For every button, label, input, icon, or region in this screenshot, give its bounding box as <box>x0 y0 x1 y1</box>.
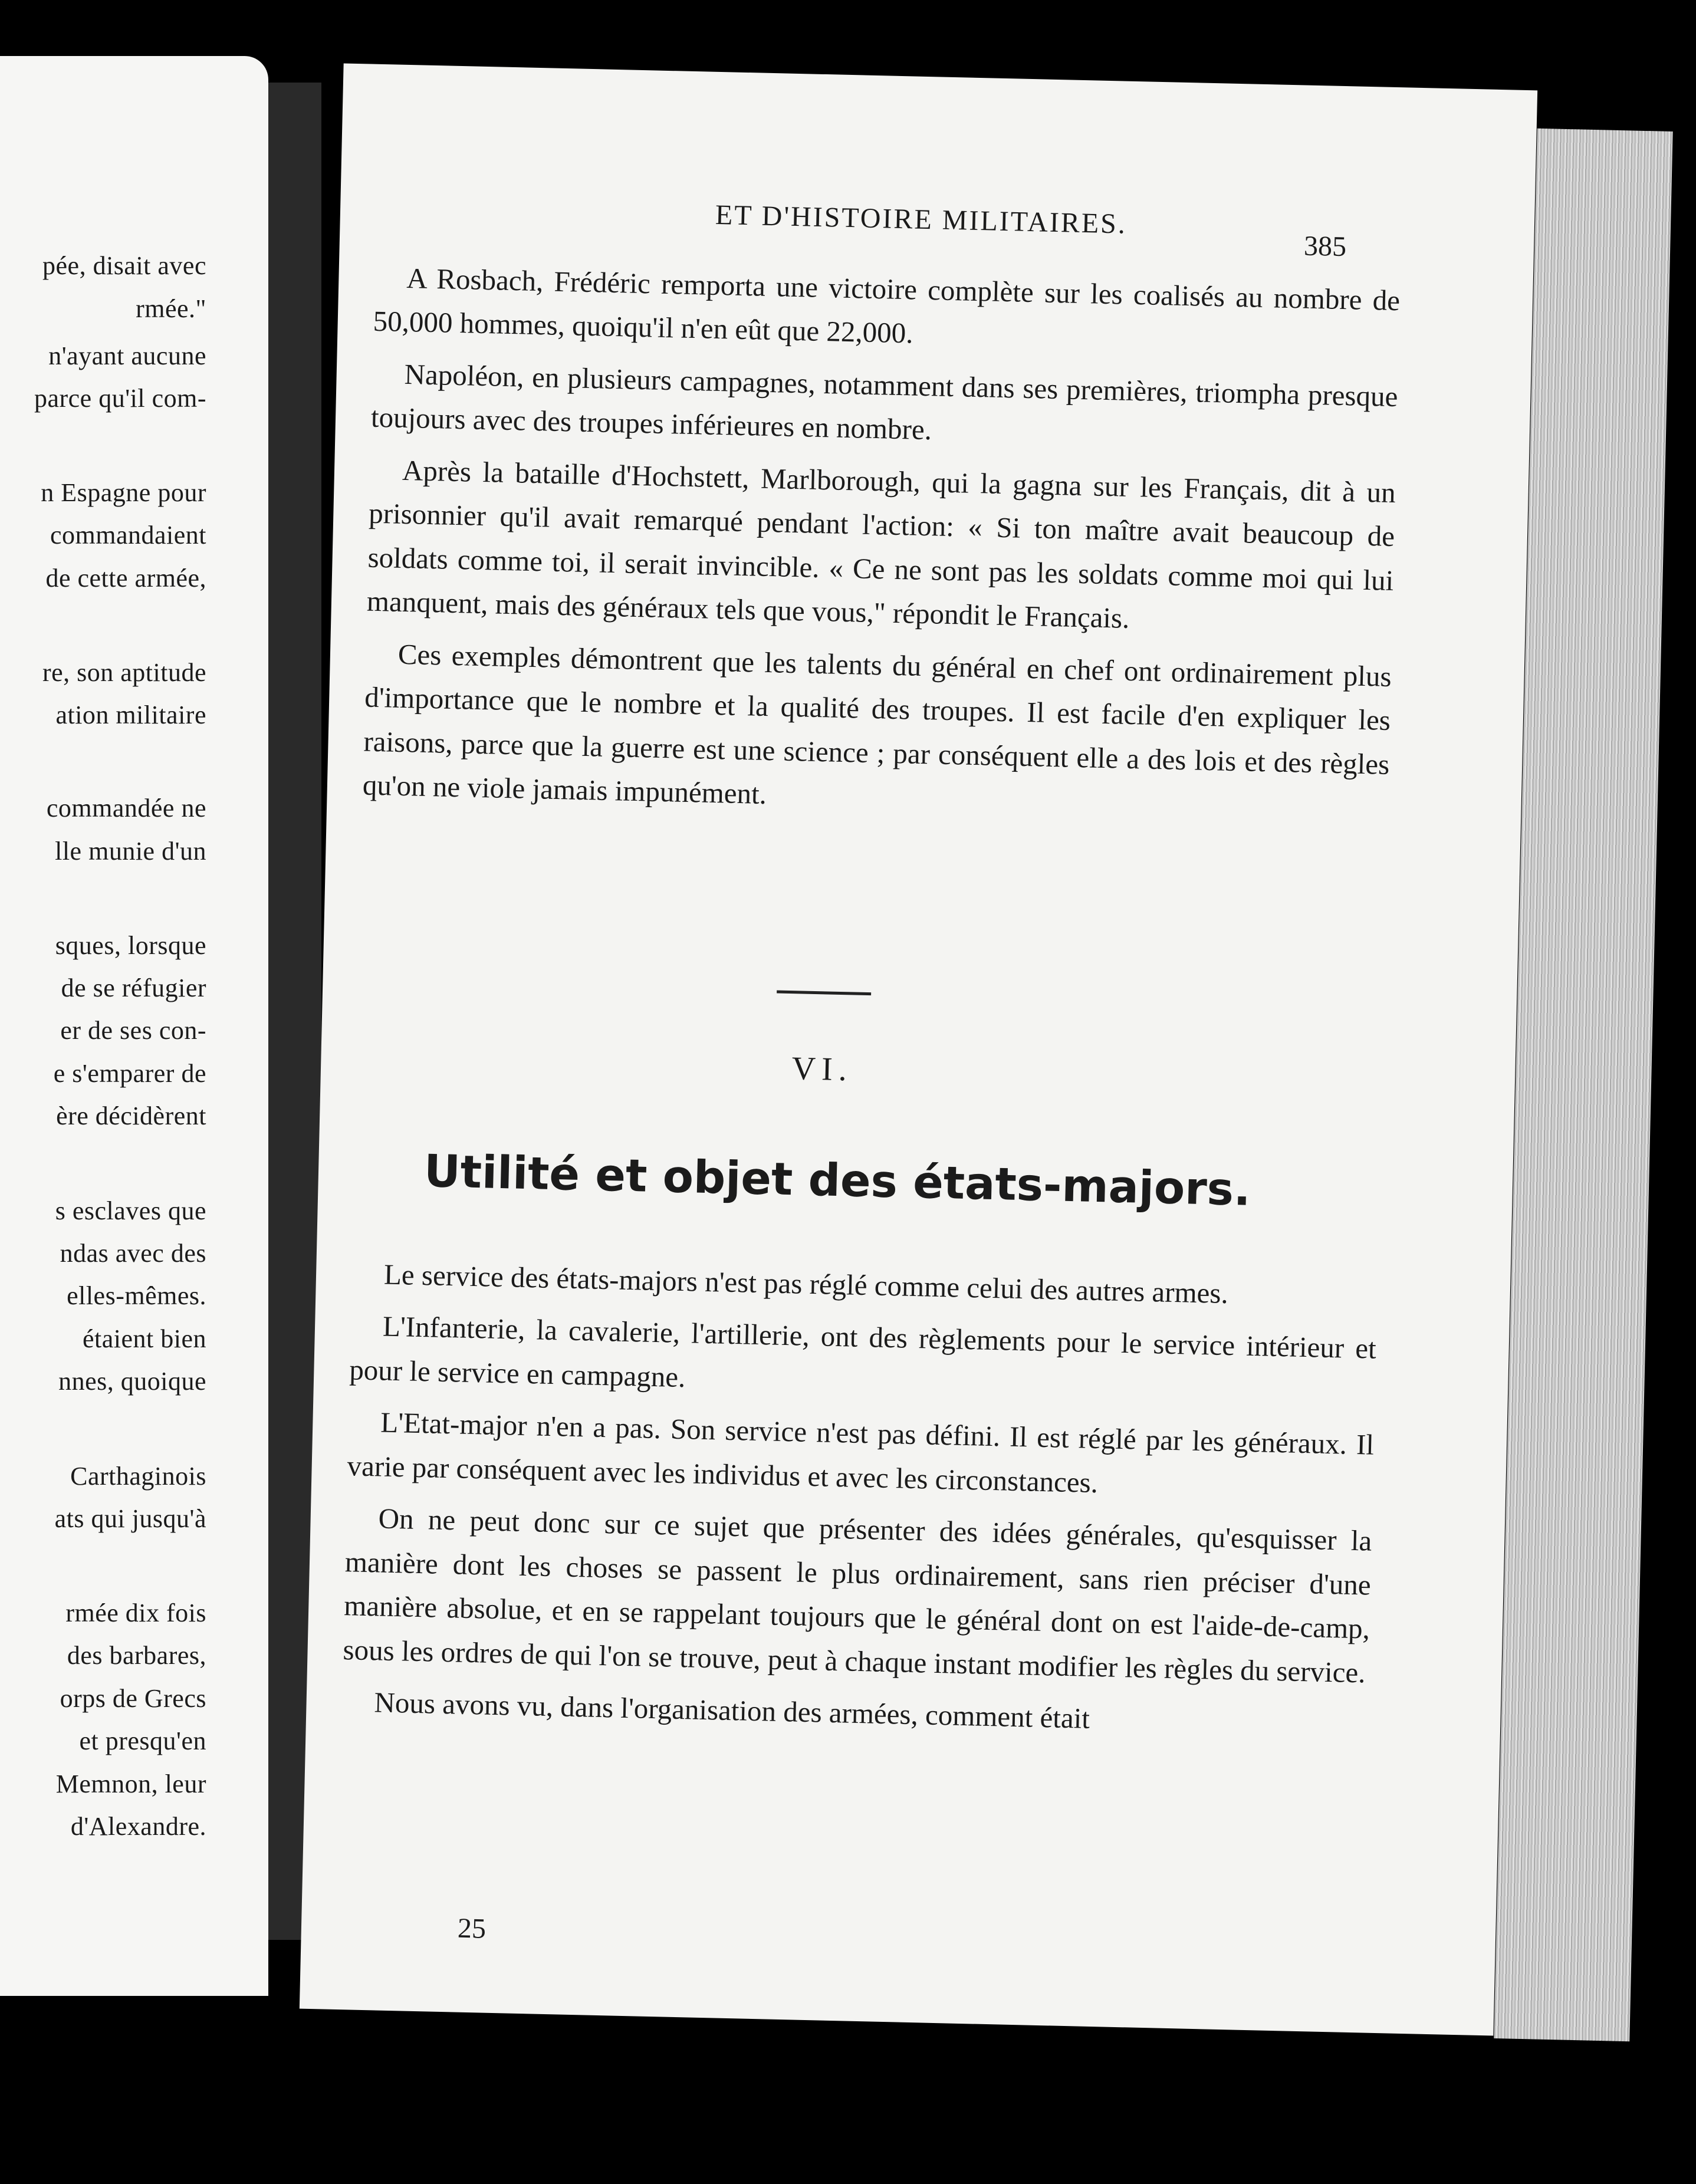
left-page-line: parce qu'il com- <box>34 384 206 413</box>
paragraph: L'Etat-major n'en a pas. Son service n'est pas défini. Il est réglé par les généraux. Il varie par conséquent avec les individus et avec les circonstances. <box>347 1406 1375 1499</box>
signature-mark: 25 <box>457 1912 487 1945</box>
left-page-line: s esclaves que <box>55 1196 206 1225</box>
paragraph: Ces exemples démontrent que les talents du général en chef ont ordinairement plus d'importance que le nombre et la qualité des troupes. Il est facile d'en expliquer les raisons, parce que la guerre est une science ; par conséquent elle a des lois et des règles qu'on ne viole jamais impunément. <box>362 637 1392 811</box>
left-page-line: commandaient <box>50 521 206 550</box>
left-page-line: de se réfugier <box>61 973 206 1002</box>
paragraph: On ne peut donc sur ce sujet que présenter des idées générales, qu'esquisser la manière dont les choses se passent le plus ordinairement, sans rien préciser d'une manière absolue, et en se rappelant toujours que le général dont on est l'aide-de-camp, sous les ordres de qui l'on se trouve, peut à chaque instant modifier les règles du service. <box>343 1502 1372 1689</box>
left-page-line: d'Alexandre. <box>70 1812 206 1841</box>
left-page-line: ère décidèrent <box>56 1101 206 1130</box>
left-page-line: commandée ne <box>46 794 206 823</box>
left-page-line: Memnon, leur <box>55 1769 206 1798</box>
left-page-line: n Espagne pour <box>41 478 206 507</box>
left-page-line: des barbares, <box>67 1641 206 1670</box>
text-bottom <box>341 1252 1378 1755</box>
left-page-line: elles-mêmes. <box>67 1281 206 1310</box>
left-page-line: ats qui jusqu'à <box>54 1504 206 1533</box>
section-divider <box>777 991 871 996</box>
left-page-line: lle munie d'un <box>55 837 206 866</box>
section-number: VI. <box>791 1050 853 1088</box>
paragraph: A Rosbach, Frédéric remporta une victoire complète sur les coalisés au nombre de 50,000 hommes, quoiqu'il n'en eût que 22,000. <box>373 261 1401 350</box>
left-page-line: nnes, quoique <box>58 1367 206 1396</box>
left-page-line: sques, lorsque <box>55 931 206 960</box>
section-title: Utilité et objet des états-majors. <box>423 1144 1251 1216</box>
right-page <box>300 63 1537 2035</box>
paragraph: Après la bataille d'Hochstett, Marlborough, qui la gagna sur les Français, dit à un prisonnier qu'il avait remarqué pendant l'action: « Si ton maître avait beaucoup de soldats comme toi, il serait invincible. « Ce ne sont pas les soldats comme moi qui lui manquent, mais des généraux tels que vous," répondit le Français. <box>366 453 1396 635</box>
paragraph: Le service des états-majors n'est pas réglé comme celui des autres armes. <box>383 1258 1229 1310</box>
left-page-line: de cette armée, <box>45 564 206 593</box>
left-page-line: rmée." <box>136 294 206 323</box>
text-top <box>362 256 1401 839</box>
left-page-line: ation militaire <box>55 700 206 729</box>
left-page-line: et presqu'en <box>79 1726 206 1755</box>
paragraph: Napoléon, en plusieurs campagnes, notamment dans ses premières, triompha presque toujours avec des troupes inférieures en nombre. <box>370 357 1398 446</box>
left-page-line: pée, disait avec <box>42 251 206 280</box>
paragraph: L'Infanterie, la cavalerie, l'artillerie, ont des règlements pour le service intérieur et pour le service en campagne. <box>349 1310 1377 1394</box>
left-page-line: re, son aptitude <box>42 658 206 687</box>
paragraph: Nous avons vu, dans l'organisation des armées, comment était <box>374 1686 1090 1735</box>
left-page-line: orps de Grecs <box>60 1684 206 1713</box>
left-page-line: ndas avec des <box>60 1239 206 1268</box>
left-page-line: Carthaginois <box>70 1462 206 1491</box>
left-page <box>0 56 268 1996</box>
page-number: 385 <box>1303 230 1347 263</box>
left-page-line: étaient bien <box>82 1324 206 1353</box>
running-header: ET D'HISTOIRE MILITAIRES. <box>715 199 1128 240</box>
left-page-line: rmée dix fois <box>65 1598 206 1627</box>
left-page-line: n'ayant aucune <box>48 341 206 370</box>
left-page-line: e s'emparer de <box>53 1059 206 1088</box>
left-page-line: er de ses con- <box>60 1016 206 1045</box>
